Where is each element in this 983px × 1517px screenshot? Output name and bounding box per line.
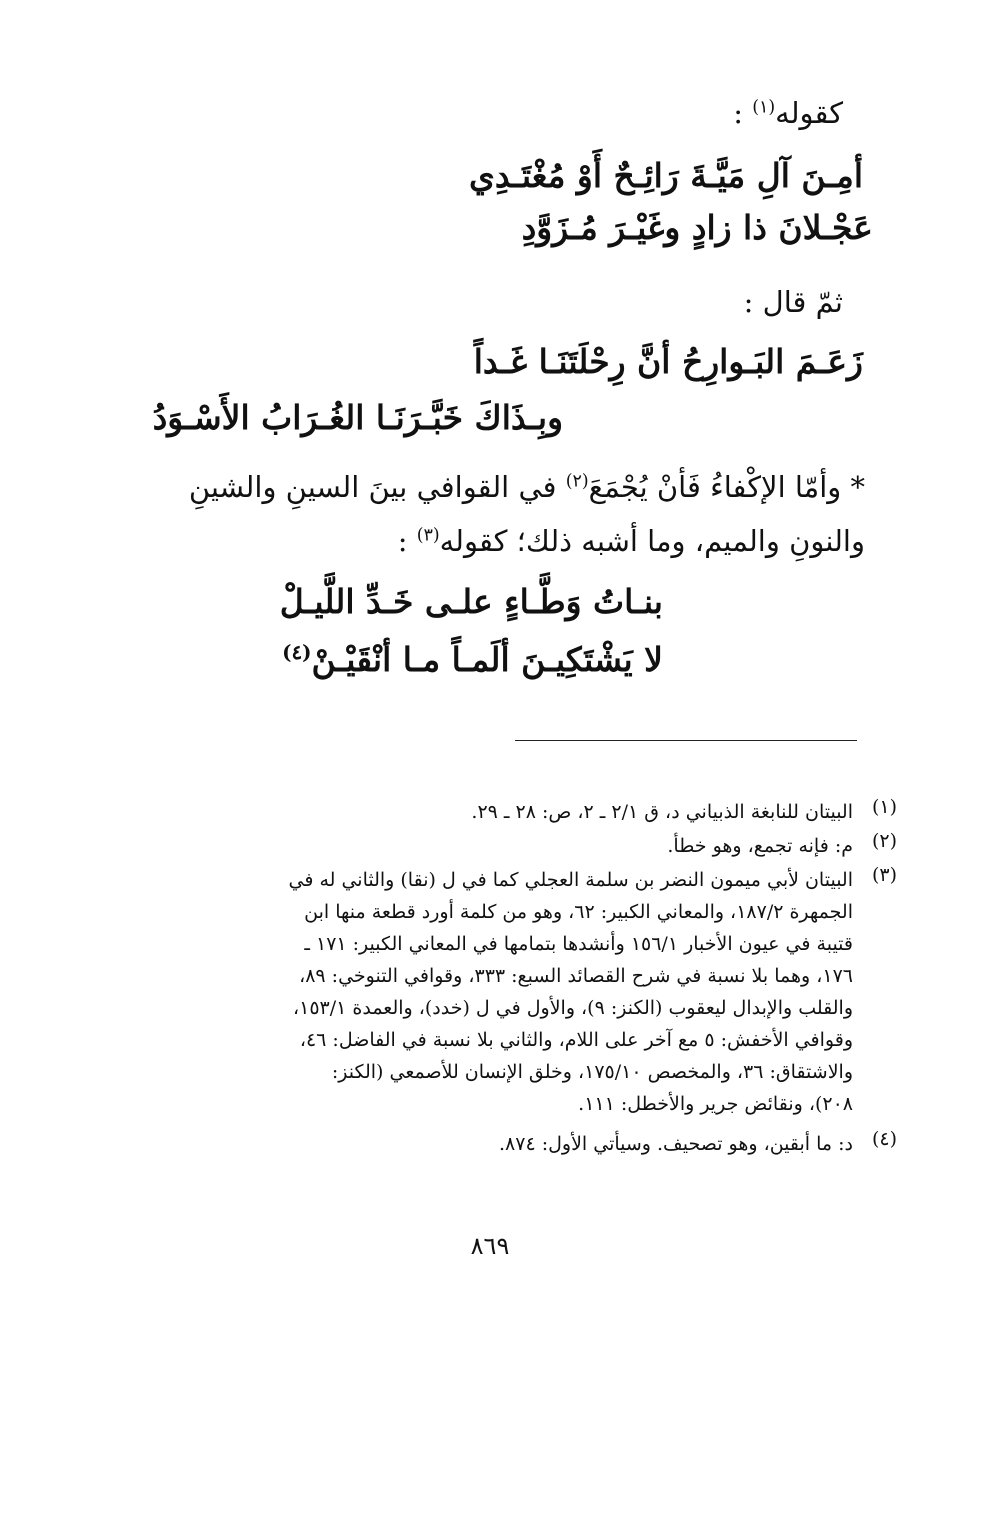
paragraph-line-2 [398,524,865,558]
footnote-line: د: ما أبقين، وهو تصحيف. وسيأتي الأول: ٨٧٤. [498,1133,853,1155]
intro-line-1 [733,96,843,130]
footnote-line: قتيبة في عيون الأخبار ١٥٦/١ وأنشدها بتمامها في المعاني الكبير: ١٧١ ـ [304,933,853,955]
footnote-line: وقوافي الأخفش: ٥ مع آخر على اللام، والثاني بلا نسبة في الفاضل: ٤٦، [299,1029,853,1051]
paragraph-text-1b: في القوافي بينَ السينِ والشينِ [188,470,557,504]
verse-3-line-2 [282,640,663,679]
footnote-line: ١٧٦، وهما بلا نسبة في شرح القصائد السبع: ٣٣٣، وقوافي التنوخي: ٨٩، [299,965,853,987]
footnote-ref: (١) [752,97,776,118]
footnote-number: (١) [871,796,897,818]
footnote-line: البيتان للنابغة الذبياني د، ق ٢/١ ـ ٢، ص: ٢٨ ـ ٢٩. [471,801,853,823]
verse-2-line-2: وبِـذَاكَ خَبَّـرَنَـا الغُـرَابُ الأَسْـوَدُ [152,398,563,437]
verse-1-line-1: أمِـنَ آلِ مَيَّـةَ رَائِـحٌ أَوْ مُغْتَـدِي [469,156,863,195]
footnote-line: م: فإنه تجمع، وهو خطأ. [667,835,853,857]
verse-2-line-1: زَعَـمَ البَـوارِحُ أنَّ رِحْلَتَنَـا غَـداً [473,342,863,381]
intro-colon: : [733,96,743,130]
footnote-line: ٢٠٨)، ونقائض جرير والأخطل: ١١١. [578,1093,853,1115]
footnote-line: والقلب والإبدال ليعقوب (الكنز: ٩)، والأول في ل (خدد)، والعمدة ١٥٣/١، [292,997,853,1019]
paragraph-text-2a: والنونِ والميم، وما أشبه ذلك؛ كقوله [439,524,865,558]
footnote-number: (٢) [871,830,897,852]
footnote-ref: (٤) [282,640,312,664]
paragraph-text-2b: : [397,524,408,558]
footnote-divider [515,740,857,741]
footnote-number: (٣) [871,864,897,886]
paragraph-line-1 [189,470,865,504]
footnote-line: البيتان لأبي ميمون النضر بن سلمة العجلي كما في ل (نقا) والثاني له في [288,869,853,891]
footnote-ref: (٣) [416,525,440,546]
footnote-line: الجمهرة ١٨٧/٢، والمعاني الكبير: ٦٢، وهو من كلمة أورد قطعة منها ابن [304,901,853,923]
page-number: ٨٦٩ [470,1232,510,1260]
verse-3-line-2-text: لا يَشْتَكِيـنَ ألَمـاً مـا أنْقَيْـنْ [311,640,663,679]
footnote-4 [153,1128,897,1160]
paragraph-text-1a: وأمّا الإكْفاءُ فَأنْ يُجْمَعَ [588,470,842,504]
footnote-2 [153,830,897,862]
intro-text: كقوله [775,96,843,130]
footnote-number: (٤) [871,1128,897,1150]
footnote-3 [153,864,897,1120]
footnote-line: والاشتقاق: ٣٦، والمخصص ١٧٥/١٠، وخلق الإنسان للأصمعي (الكنز: [331,1061,853,1083]
intro-line-2: ثمّ قال : [743,285,843,319]
footnote-1 [153,796,897,828]
verse-3-line-1: بنـاتُ وَطَّـاءٍ علـى خَـدِّ اللَّيـلْ [279,582,663,621]
footnote-ref: (٢) [565,471,589,492]
paragraph-star: * [850,470,865,504]
verse-1-line-2: عَجْـلانَ ذا زادٍ وغَيْـرَ مُـزَوَّدِ [521,208,873,247]
